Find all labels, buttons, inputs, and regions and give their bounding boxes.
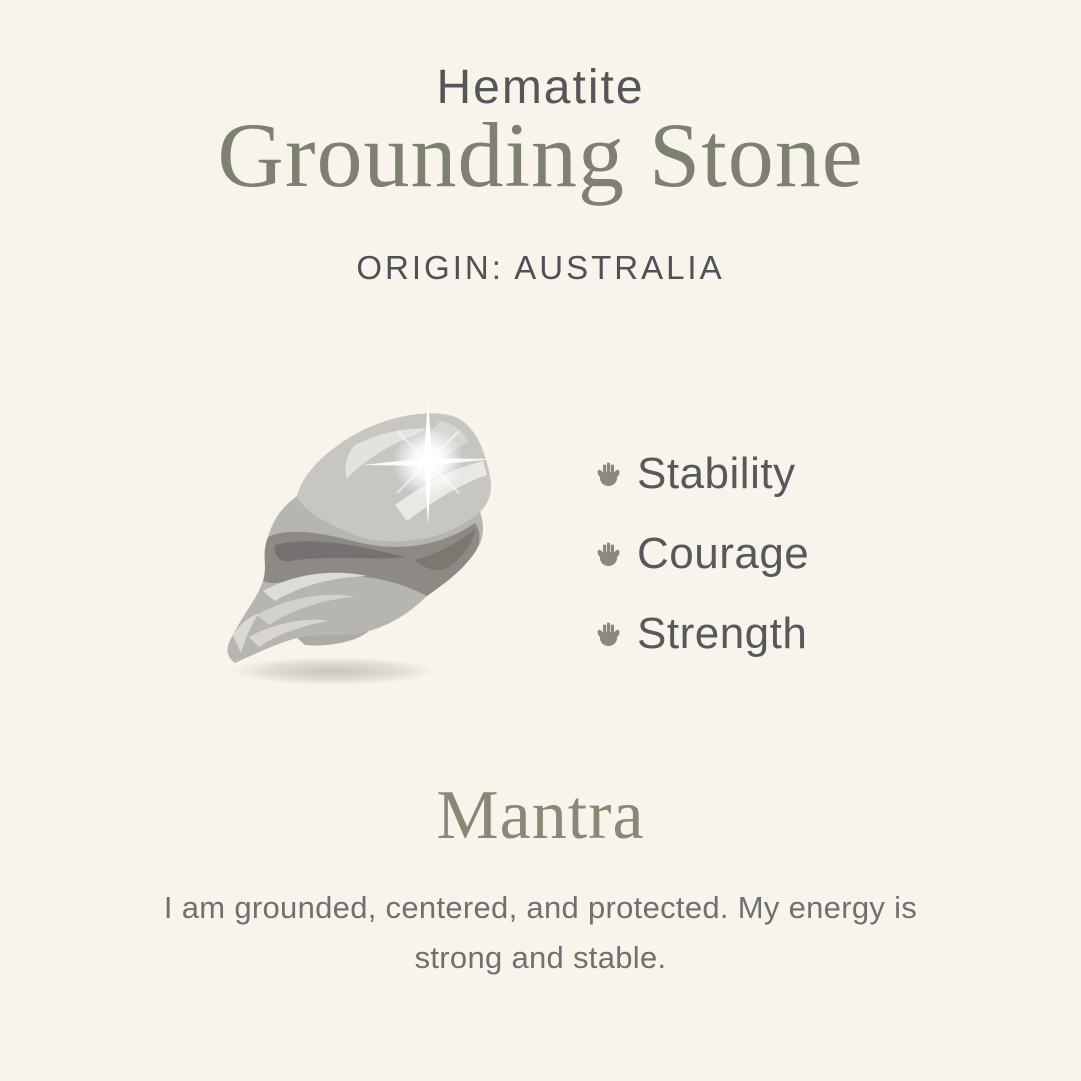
benefits-list xyxy=(597,446,809,686)
hematite-stone-image xyxy=(205,385,520,700)
mantra-line: strong and stable. xyxy=(414,940,667,975)
benefit-label: Strength xyxy=(637,609,808,658)
mantra-line: I am grounded, centered, and protected. My energy is xyxy=(163,890,918,925)
hamsa-icon xyxy=(597,541,620,568)
benefit-item-stability xyxy=(597,446,809,502)
mantra-heading: Mantra xyxy=(436,777,645,854)
page-title: Grounding Stone xyxy=(217,104,864,206)
benefit-item-strength xyxy=(597,606,809,662)
benefit-label: Stability xyxy=(637,449,796,498)
stone-illustration xyxy=(205,385,520,700)
stone-name-label: Hematite xyxy=(436,61,645,114)
origin-label: ORIGIN: AUSTRALIA xyxy=(356,249,725,286)
mantra-text xyxy=(0,883,1081,983)
stone-shadow xyxy=(231,657,435,685)
benefit-item-courage xyxy=(597,526,809,582)
hamsa-icon xyxy=(597,621,620,648)
hamsa-icon xyxy=(597,461,620,488)
benefit-label: Courage xyxy=(637,529,810,578)
